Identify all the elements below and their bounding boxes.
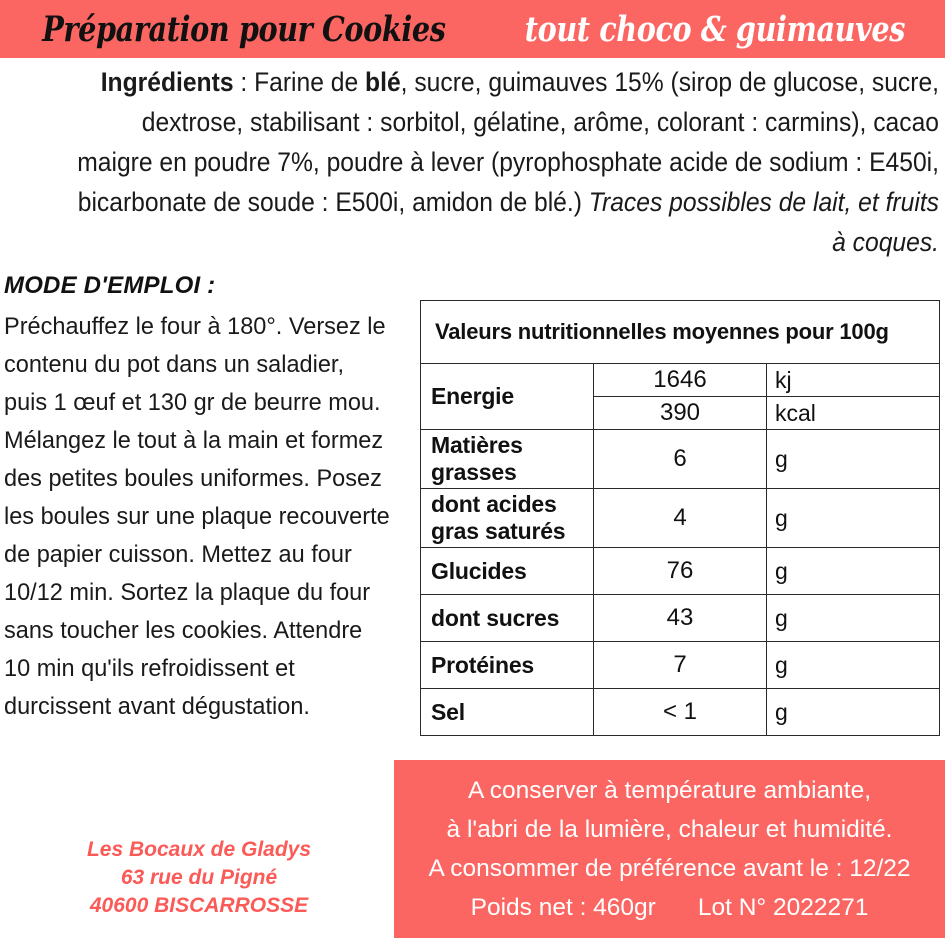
table-row <box>421 489 940 548</box>
instructions-title: MODE D'EMPLOI : <box>4 272 216 299</box>
nutrition-row-unit: kcal <box>767 397 940 430</box>
storage-condition-line1: A conserver à température ambiante, <box>467 777 872 804</box>
nutrition-row-value: 1646 <box>594 364 767 397</box>
ingredients-text-part2: , sucre, guimauves 15% (sirop de glucose, sucre, dextrose, stabilisant : sorbitol, gélatine, arôme, colorant : carmins), cacao maigre en poudre 7%, poudre à lever (pyrophosphate acide de sodium : E450i, bicarbonate de soude : E500i, amidon de blé.) <box>77 67 939 217</box>
table-row <box>421 364 940 397</box>
nutrition-row-unit: g <box>767 548 940 595</box>
ingredients-traces-note: Traces possibles de lait, et fruits à coques. <box>588 187 939 257</box>
header-band <box>0 0 945 58</box>
instructions-body: Préchauffez le four à 180°. Versez le contenu du pot dans un saladier, puis 1 œuf et 130 gr de beurre mou. Mélangez le tout à la main et formez des petites boules uniformes. Posez les boules sur une plaque recouverte de papier cuisson. Mettez au four 10/12 min. Sortez la plaque du four sans toucher les cookies. Attendre 10 min qu'ils refroidissent et durcissent avant dégustation. <box>4 313 390 720</box>
table-row <box>421 689 940 736</box>
nutrition-row-label: dont acides gras saturés <box>421 489 594 548</box>
producer-name: Les Bocaux de Gladys <box>86 838 312 861</box>
nutrition-row-label: Matières grasses <box>421 430 594 489</box>
nutrition-row-unit: g <box>767 689 940 736</box>
ingredients-text-part1: Farine de <box>254 67 366 97</box>
nutrition-row-value: 6 <box>594 430 767 489</box>
instructions-block <box>4 272 406 726</box>
nutrition-row-label: Glucides <box>421 548 594 595</box>
best-before-date: A consommer de préférence avant le : 12/22 <box>428 855 911 882</box>
storage-condition-line2: à l'abri de la lumière, chaleur et humidité. <box>446 816 893 843</box>
ingredients-separator: : <box>233 67 255 97</box>
nutrition-row-label: Protéines <box>421 642 594 689</box>
ingredients-paragraph <box>71 62 939 262</box>
lot-number: Lot N° 2022271 <box>697 894 869 921</box>
nutrition-table-body <box>421 301 940 736</box>
producer-city: 40600 BISCARROSSE <box>89 894 309 917</box>
nutrition-row-value: 43 <box>594 595 767 642</box>
nutrition-row-label: Sel <box>421 689 594 736</box>
storage-info-box <box>394 760 945 938</box>
nutrition-row-unit: g <box>767 430 940 489</box>
weight-and-lot-row <box>471 888 869 927</box>
nutrition-table-title: Valeurs nutritionnelles moyennes pour 100g <box>421 301 940 364</box>
nutrition-row-value: 390 <box>594 397 767 430</box>
product-title-variant: tout choco & guimauves <box>525 8 906 50</box>
ingredients-allergen-ble: blé <box>365 67 401 97</box>
table-row <box>421 642 940 689</box>
nutrition-row-value: 76 <box>594 548 767 595</box>
net-weight: Poids net : 460gr <box>470 894 656 921</box>
table-row <box>421 548 940 595</box>
producer-street: 63 rue du Pigné <box>120 866 278 889</box>
nutrition-row-label: Energie <box>421 364 594 430</box>
nutrition-row-unit: g <box>767 595 940 642</box>
ingredients-label: Ingrédients <box>100 67 234 97</box>
nutrition-row-unit: g <box>767 642 940 689</box>
nutrition-header-row <box>421 301 940 364</box>
nutrition-table <box>420 300 940 736</box>
table-row <box>421 430 940 489</box>
nutrition-row-value: 7 <box>594 642 767 689</box>
nutrition-row-label: dont sucres <box>421 595 594 642</box>
nutrition-row-value: 4 <box>594 489 767 548</box>
table-row <box>421 595 940 642</box>
nutrition-row-unit: kj <box>767 364 940 397</box>
nutrition-row-unit: g <box>767 489 940 548</box>
producer-address <box>4 836 394 920</box>
nutrition-row-value: < 1 <box>594 689 767 736</box>
product-title-main: Préparation pour Cookies <box>42 8 446 50</box>
